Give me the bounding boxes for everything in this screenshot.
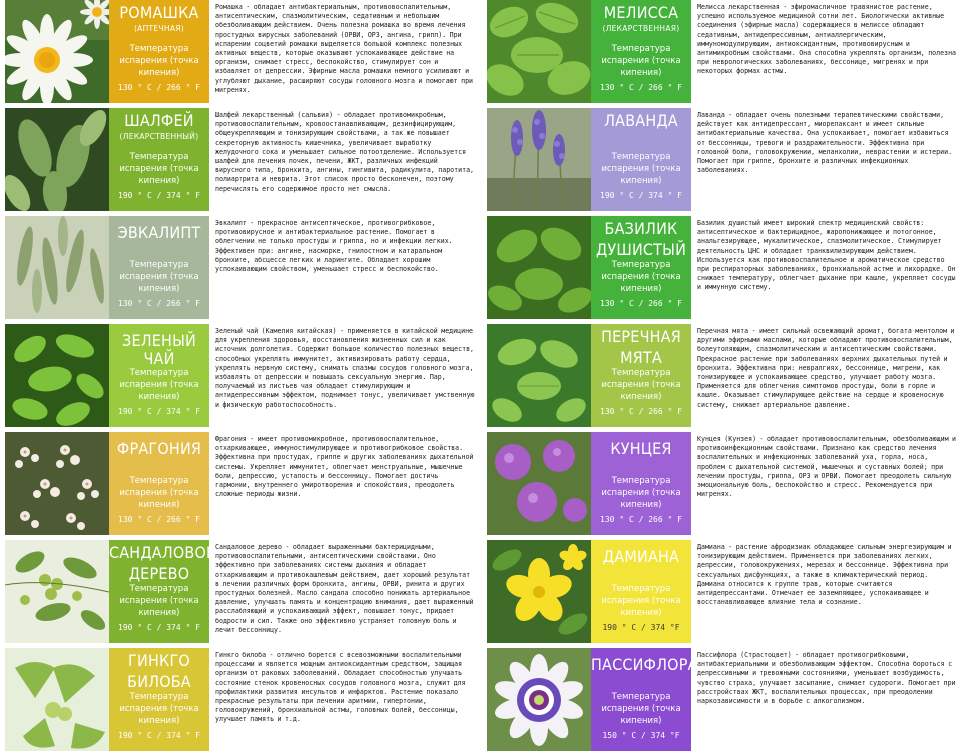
herb-subtitle: (АПТЕЧНАЯ) <box>133 24 185 33</box>
herb-name: ШАЛФЕЙ <box>124 111 194 130</box>
basil-image <box>487 216 591 319</box>
herb-name: КУНЦЕЯ <box>610 439 672 458</box>
card-sage <box>0 108 478 211</box>
herb-name: САНДАЛОВОЕ ДЕРЕВО <box>109 543 216 583</box>
herb-description: Лаванда - обладает очень полезными терапевтическими свойствами, действует как антидепрессант, миорелаксант и имеет сильные антибактериальные качества. Она успокаивает, помогает избавиться от бессонницы, тревоги и раздражительности. Эффективна при головной боли, головокружении, меланхолии, неврастении и истерии. Помогает при гриппе, бронхите и различных инфекционных заболеваниях. <box>697 111 953 175</box>
temp-label: Температура испарения (точка кипения) <box>119 44 199 78</box>
temp-value: 190 ° C / 374 ° F <box>600 191 682 200</box>
temp-value: 190 ° C / 374 ° F <box>118 731 200 740</box>
card-sandalwood <box>0 540 478 643</box>
herb-description: Гинкго билоба - отлично борется с всевозможными воспалительными процессами и является мощным антиоксидантным средством, защищая организм от раковых заболеваний. Обладает способностью улучшать состояние стенок кровеносных сосудов головного мозга, служит для профилактики развития инсультов и инфарктов. Растение показало прекрасные результаты при лечении аритмии, гипертонии, головокружений, бронхиальной астмы, головных болей, бессоницы, улучшает память и т.д. <box>215 651 466 724</box>
panel-peppermint <box>591 324 691 427</box>
panel-melissa <box>591 0 691 103</box>
photo-ginkgo <box>5 648 109 751</box>
photo-lavender <box>487 108 591 211</box>
card-fragonia <box>0 432 478 535</box>
photo-peppermint <box>487 324 591 427</box>
temp-label: Температура испарения (точка кипения) <box>601 368 681 402</box>
temp-value: 130 ° C / 266 ° F <box>600 407 682 416</box>
photo-melissa <box>487 0 591 103</box>
panel-eucalyptus <box>109 216 209 319</box>
temp-value: 150 ° C / 374 °F <box>602 731 680 740</box>
card-basil <box>482 216 960 319</box>
herb-name: ЛАВАНДА <box>604 111 678 130</box>
temp-label: Температура испарения (точка кипения) <box>601 44 681 78</box>
herb-description: Шалфей лекарственный (сальвия) - обладает противомикробным, противовоспалительным, кровоостанавливающим, дезинфицирующим, общеукрепляющим и тонизирующим свойствами, а так же повышает секреторную активность кишечника, увеличивает выработку желудочного сока и уменьшает сильное потоотделение. Используется шалфей для лечения почек, печени, ЖКТ, различных инфекций вирусного типа, бронхита, ангины, гингивита, радикулита, паротита, полиартрита и неврита. Этот список просто бесконечен, поэтому перечислять его содержимое просто нет смысла. <box>215 111 475 193</box>
temp-value: 190 ° C / 374 ° F <box>118 407 200 416</box>
card-ginkgo <box>0 648 478 751</box>
photo-damiana <box>487 540 591 643</box>
temp-value: 190 ° C / 374 ° F <box>118 623 200 632</box>
herb-description: Пассифлора (Страстоцвет) - обладает противогрибковыми, антибактериальными и обезболивающим эффектом. Способна бороться с депрессивными и тревожными состояниями, уменьшает возбудимость, чувство страха, улучшает засыпание, снимает судороги. Помогает при расстройствах ЖКТ, воспалительных процессах, при преодолении наркозависимости и в борьбе с алкоголизмом. <box>697 651 956 706</box>
kunzea-image <box>487 432 591 535</box>
card-passiflora <box>482 648 960 751</box>
temp-label: Температура испарения (точка кипения) <box>601 692 681 726</box>
panel-sage <box>109 108 209 211</box>
panel-sandalwood <box>109 540 216 643</box>
fragonia-image <box>5 432 109 535</box>
card-peppermint <box>482 324 960 427</box>
card-green-tea <box>0 324 478 427</box>
temp-label: Температура испарения (точка кипения) <box>119 368 199 402</box>
herb-name: ПЕРЕЧНАЯ МЯТА <box>601 327 681 367</box>
temp-label: Температура испарения (точка кипения) <box>601 260 681 294</box>
photo-kunzea <box>487 432 591 535</box>
herb-description: Сандаловое дерево - обладает выраженными бактерицидными, противовоспалительными, антисептическими свойствами. Оно эффективно при заболеваниях системы дыхания и обладает отхаркивающим и противокашлевым действием, дает хороший результат в лечении различных форм бронхита, ангины, ОРВИ, ринита и других простудных болезней. Масло сандала способно понижать артериальное давление, улучшать память и концентрацию внимания, дает выраженный расслабляющий и успокаивающий эффект, повышает тонус, придает бодрости и сил. Также оно эффективно устраняет головную боль и лечит бессонницу. <box>215 543 474 634</box>
panel-basil <box>591 216 691 319</box>
herb-description: Фрагония - имеет противомикробное, противовоспалительное, отхаркивающее, иммуностимулирующее и противогрибковое свойства. Эффективна при простудах, гриппе и других заболеваниях дыхательной системы. Укрепляет иммунитет, облегчает менструальные, мышечные боли, депрессию, усталость и бессонницу. Помогает достичь гармонии, внутреннего умиротворения и спокойствия, преодолеть сложные периоды жизни. <box>215 435 474 499</box>
temp-label: Температура испарения (точка кипения) <box>601 152 681 186</box>
panel-ginkgo <box>109 648 209 751</box>
temp-label: Температура испарения (точка кипения) <box>119 476 199 510</box>
photo-basil <box>487 216 591 319</box>
lavender-image <box>487 108 591 211</box>
temp-value: 130 ° C / 266 ° F <box>600 299 682 308</box>
photo-passiflora <box>487 648 591 751</box>
herb-description: Дамиана - растение афродизиак обладающее сильным энергезирующим и тонизирующим действием. Применяется при заболеваниях легких, депрессии, головокружениях, мерезах и бессоннице. Эффективна при сексуальных дисфункциях, а также в климактерический период. Дамиана относится к группе трав, которые считаются антидепрессантами. Отмечает ее заземляющее, успокаивающее и восстанавливающее влияние тела и сознание. <box>697 543 952 607</box>
card-melissa <box>482 0 960 103</box>
peppermint-image <box>487 324 591 427</box>
herb-name: ЗЕЛЕНЫЙ ЧАЙ <box>122 331 196 368</box>
herb-subtitle: (ЛЕКАРСТВЕННЫЙ) <box>119 132 199 141</box>
temp-value: 190 ° C / 374 ° F <box>118 191 200 200</box>
panel-kunzea <box>591 432 691 535</box>
photo-green-tea <box>5 324 109 427</box>
eucalyptus-image <box>5 216 109 319</box>
card-damiana <box>482 540 960 643</box>
photo-chamomile <box>5 0 109 103</box>
herb-name: ФРАГОНИЯ <box>116 439 202 458</box>
temp-value: 130 ° C / 266 ° F <box>600 515 682 524</box>
card-chamomile <box>0 0 478 103</box>
herb-name: МЕЛИССА <box>603 3 679 22</box>
temp-label: Температура испарения (точка кипения) <box>119 692 199 726</box>
herb-description: Кунцея (Кунзея) - обладает противовоспалительным, обезболивающим и противоинфекционным свойствами. Признано как средство лечения воспалительных и инфекционных заболеваний уха, горла, носа, проблем с дыхательной системой, мышечных и суставных болей; при лечении простуды, гриппа, ОРЗ и ОРВИ. Помогает преодолеть сильную эмоциональную боль, беспокойство и стресс. Рекомендуется при мигренях. <box>697 435 957 499</box>
herb-name: РОМАШКА <box>119 3 199 22</box>
passiflora-image <box>487 648 591 751</box>
photo-fragonia <box>5 432 109 535</box>
temp-label: Температура испарения (точка кипения) <box>601 584 681 618</box>
panel-chamomile <box>109 0 209 103</box>
green-tea-image <box>5 324 109 427</box>
temp-label: Температура испарения (точка кипения) <box>119 152 199 186</box>
temp-label: Температура испарения (точка кипения) <box>601 476 681 510</box>
temp-label: Температура испарения (точка кипения) <box>119 260 199 294</box>
temp-value: 130 ° C / 266 ° F <box>118 299 200 308</box>
herb-description: Мелисса лекарственная - эфиромасличное травянистое растение, успешно используемое медициной сотни лет. Биологически активные соединения (эфирные масла) содержащиеся в мелиссе обладают седативным, антидепрессивным, антиаллергическим, иммуномодулирующим, антиоксидантным, противовирусным и антимикробным свойствами. Она способна укреплять организм, полезна при неврологических заболеваниях, бессонице, мигренях и при некоторых формах астмы. <box>697 3 957 76</box>
herb-description: Зеленый чай (Камелия китайская) - применяется в китайской медицине для укрепления здоровья, восстановления жизненных сил и как источник долголетия. Содержит большое количество полезных веществ, способных укреплять иммунитет, активизировать работу сердца, укреплять нервную систему, снимать спазмы сосудов головного мозга, избавлять от депрессии и повышать сексуальную энергию. Пар, получаемый из листьев чая обладает стимулирующим и антидепрессивным эффектом, поднимает тонус, увеличивает умственную и физическую работоспособность. <box>215 327 475 409</box>
card-kunzea <box>482 432 960 535</box>
damiana-image <box>487 540 591 643</box>
temp-value: 130 ° C / 266 ° F <box>118 515 200 524</box>
herb-name: ГИНКГО БИЛОБА <box>127 651 191 691</box>
photo-sage <box>5 108 109 211</box>
panel-green-tea <box>109 324 209 427</box>
herb-name: БАЗИЛИК ДУШИСТЫЙ <box>595 219 687 259</box>
temp-value: 130 ° C / 266 ° F <box>118 83 200 92</box>
sandalwood-image <box>5 540 109 643</box>
herb-description: Ромашка - обладает антибактериальным, противовоспалительным, антисептическим, спазмолитическим, седативным и небольшим обезболивающим действием. Очень полезна ромашка во время лечения простудных вирусных заболеваний (ОРВИ, ОРЗ, ангина, грипп). При испарении соцветий ромашки выделяется большой комплекс полезных активных веществ, которые оказывают успокаивающее действие на организм, снимает стресс, беспокойство, стимулирует сон и избавляет от депрессии. Эфирные масла ромашки немного усиливают и углубляют дыхание, расширяют сосуды головного мозга и помогают при мигренях. <box>215 3 474 94</box>
card-lavender <box>482 108 960 211</box>
panel-lavender <box>591 108 691 211</box>
ginkgo-image <box>5 648 109 751</box>
herb-description: Эвкалипт - прекрасное антисептическое, противогрибковое, противовирусное и антибактериальное растение. Помогает в облегчении не только простуды и гриппа, но и инфекции легких. Эффективен при: ангине, насморке, гнилостном и катаральном бронхите, абсцессе легких и ларингите. Обладает хорошим успокаивающим свойством, уменьшает стресс и беспокойство. <box>215 219 453 274</box>
herb-name: ЭВКАЛИПТ <box>117 223 201 242</box>
herb-name: ПАССИФЛОРА <box>591 655 698 674</box>
herb-description: Перечная мята - имеет сильный освежающий аромат, богата ментолом и другими эфирными маслами, которые обладают противовоспалительным, болеутоляющим, спазмолитическим и антисептическим свойствами. Прекрасное растение при заболеваниях верхних дыхательных путей и бронхита. Эффективна при: невралгиях, бессоннице, мигрени, как тонизирующее и успокаивающее средство, улучшает работу мозга. Применяется для облегчения симптомов простуды, боли в горле и кашле. Оказывает стимулирующее действие на сердце и кровеносную систему, снижает артериальное давление. <box>697 327 955 409</box>
sage-image <box>5 108 109 211</box>
temp-value: 190 ° C / 374 °F <box>602 623 680 632</box>
temp-value: 130 ° C / 266 ° F <box>600 83 682 92</box>
panel-passiflora <box>591 648 698 751</box>
panel-damiana <box>591 540 691 643</box>
melissa-image <box>487 0 591 103</box>
card-eucalyptus <box>0 216 478 319</box>
photo-sandalwood <box>5 540 109 643</box>
herb-name: ДАМИАНА <box>602 547 680 566</box>
chamomile-image <box>5 0 109 103</box>
photo-eucalyptus <box>5 216 109 319</box>
herb-description: Базилик душистый имеет широкий спектр медицинский свойств: антисептическое и бактерицидное, жаропонижающее и потогонное, анальгезирующее, мукалитическое, спазмолитическое. Стимулирует деятельность ЦНС и обладает транквилизирующим действием. Используется как противовоспалительное и ароматическое средство при респираторных заболеваниях, бронхиальной астме и лихорадке. Он снижает температуру, облегчает дыхание при кашле, укрепляет сосуды и иммунную систему. <box>697 219 956 292</box>
herb-subtitle: (ЛЕКАРСТВЕННАЯ) <box>602 24 680 33</box>
temp-label: Температура испарения (точка кипения) <box>119 584 199 618</box>
panel-fragonia <box>109 432 209 535</box>
